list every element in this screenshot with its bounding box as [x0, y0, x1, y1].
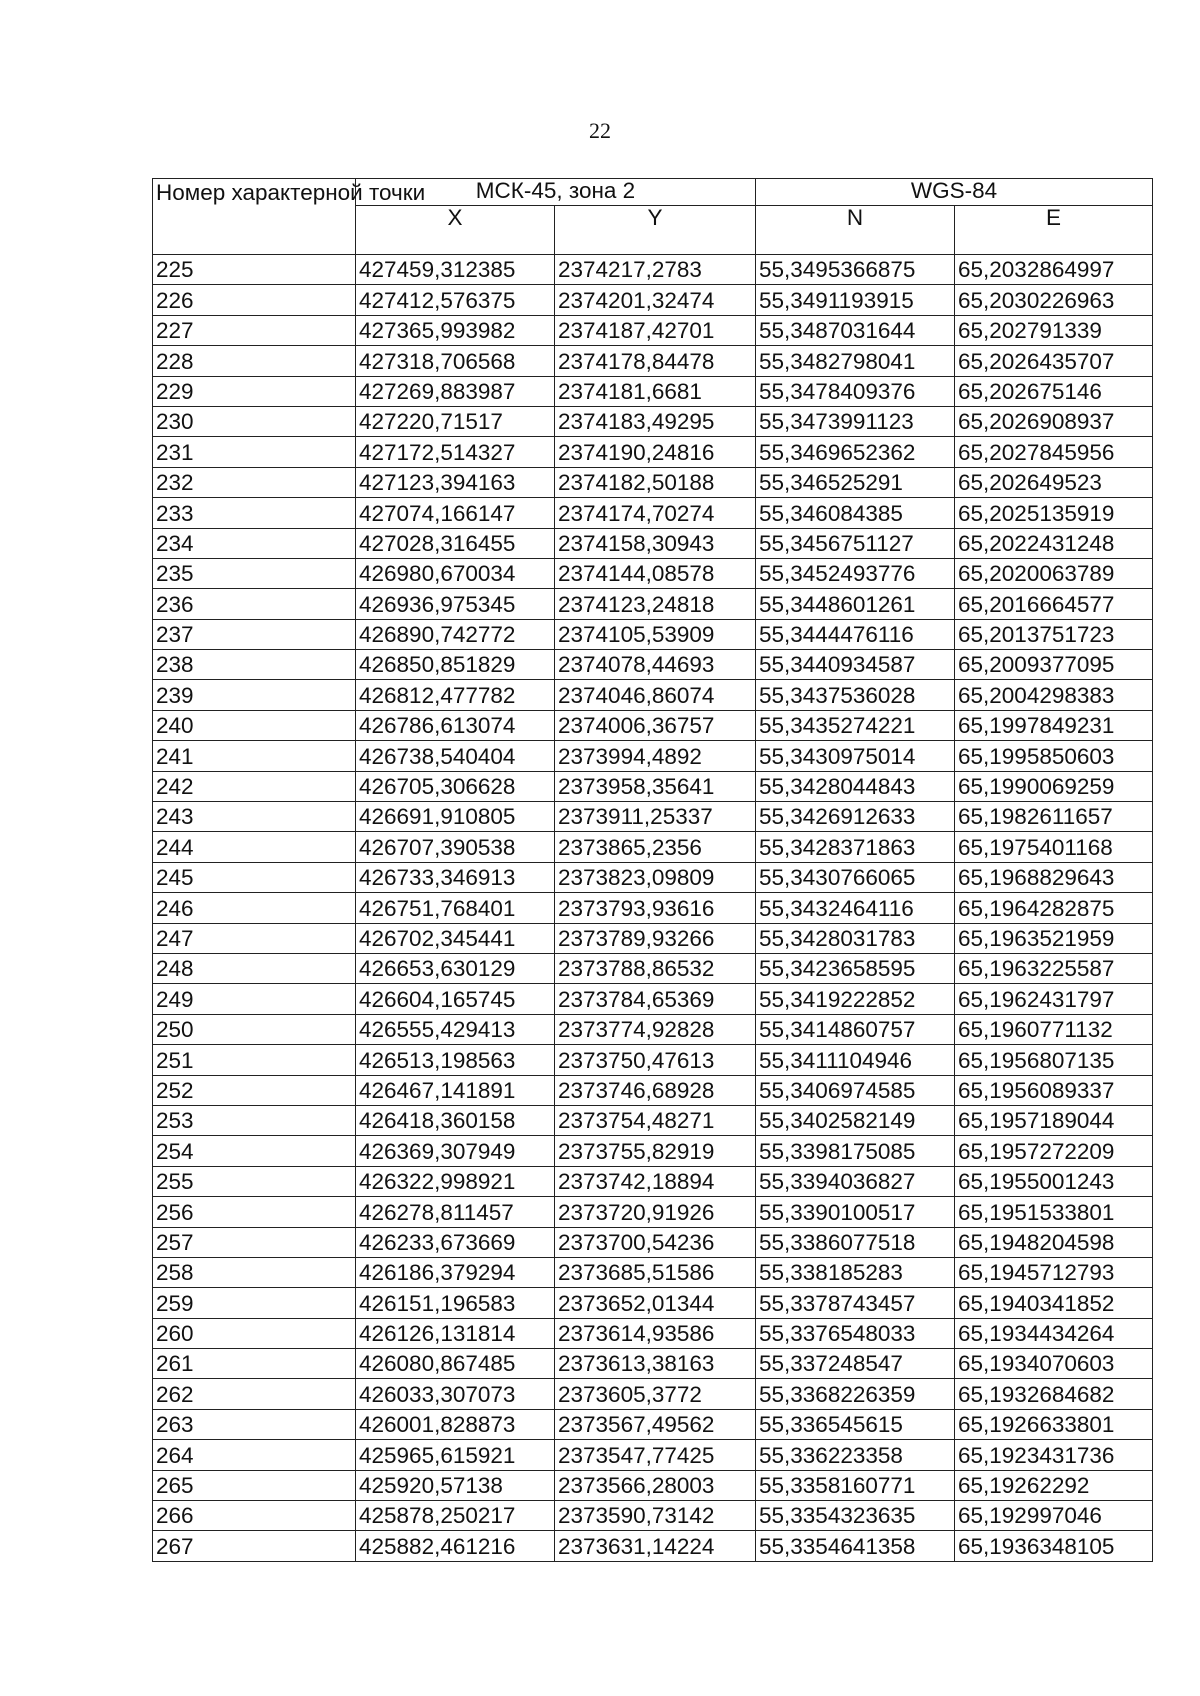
table-row: [153, 1440, 1153, 1470]
table-row: [153, 923, 1153, 953]
point-number-cell: 266: [153, 1501, 356, 1531]
x-cell: 427365,993982: [356, 315, 555, 345]
e-cell: 65,2032864997: [955, 255, 1153, 285]
e-cell: 65,19262292: [955, 1470, 1153, 1500]
y-cell: 2373755,82919: [555, 1136, 756, 1166]
table-row: [153, 376, 1153, 406]
n-cell: 55,3376548033: [756, 1318, 955, 1348]
n-cell: 55,3402582149: [756, 1105, 955, 1135]
y-cell: 2373911,25337: [555, 802, 756, 832]
e-cell: 65,2009377095: [955, 650, 1153, 680]
e-cell: 65,1934434264: [955, 1318, 1153, 1348]
point-number-cell: 264: [153, 1440, 356, 1470]
point-number-cell: 260: [153, 1318, 356, 1348]
e-cell: 65,2020063789: [955, 558, 1153, 588]
e-cell: 65,1956089337: [955, 1075, 1153, 1105]
point-number-cell: 229: [153, 376, 356, 406]
table-row: [153, 1227, 1153, 1257]
e-cell: 65,1945712793: [955, 1257, 1153, 1287]
n-cell: 55,3437536028: [756, 680, 955, 710]
y-cell: 2373774,92828: [555, 1014, 756, 1044]
point-number-cell: 241: [153, 741, 356, 771]
y-cell: 2374190,24816: [555, 437, 756, 467]
y-cell: 2374183,49295: [555, 406, 756, 436]
y-cell: 2373700,54236: [555, 1227, 756, 1257]
y-cell: 2374182,50188: [555, 467, 756, 497]
x-cell: 426691,910805: [356, 802, 555, 832]
y-cell: 2373865,2356: [555, 832, 756, 862]
point-number-cell: 243: [153, 802, 356, 832]
e-cell: 65,1934070603: [955, 1349, 1153, 1379]
y-cell: 2374144,08578: [555, 558, 756, 588]
point-number-cell: 242: [153, 771, 356, 801]
point-number-cell: 259: [153, 1288, 356, 1318]
table-row: [153, 498, 1153, 528]
table-row: [153, 741, 1153, 771]
e-cell: 65,1957272209: [955, 1136, 1153, 1166]
table-row: [153, 285, 1153, 315]
point-number-cell: 265: [153, 1470, 356, 1500]
n-cell: 55,3448601261: [756, 589, 955, 619]
n-cell: 55,3368226359: [756, 1379, 955, 1409]
e-cell: 65,1995850603: [955, 741, 1153, 771]
e-cell: 65,1960771132: [955, 1014, 1153, 1044]
table-row: [153, 1136, 1153, 1166]
n-cell: 55,3428031783: [756, 923, 955, 953]
x-cell: 426738,540404: [356, 741, 555, 771]
y-header: Y: [555, 206, 756, 255]
x-cell: 425920,57138: [356, 1470, 555, 1500]
y-cell: 2373784,65369: [555, 984, 756, 1014]
table-row: [153, 467, 1153, 497]
point-number-cell: 244: [153, 832, 356, 862]
x-cell: 426186,379294: [356, 1257, 555, 1287]
x-cell: 425965,615921: [356, 1440, 555, 1470]
table-row: [153, 771, 1153, 801]
table-row: [153, 1409, 1153, 1439]
e-cell: 65,1963225587: [955, 953, 1153, 983]
point-number-cell: 236: [153, 589, 356, 619]
point-number-cell: 248: [153, 953, 356, 983]
e-cell: 65,1936348105: [955, 1531, 1153, 1561]
y-cell: 2373994,4892: [555, 741, 756, 771]
e-cell: 65,1948204598: [955, 1227, 1153, 1257]
x-cell: 426604,165745: [356, 984, 555, 1014]
n-header: N: [756, 206, 955, 255]
e-cell: 65,1990069259: [955, 771, 1153, 801]
point-number-cell: 240: [153, 710, 356, 740]
point-number-cell: 250: [153, 1014, 356, 1044]
y-cell: 2373685,51586: [555, 1257, 756, 1287]
x-cell: 426812,477782: [356, 680, 555, 710]
n-cell: 55,3495366875: [756, 255, 955, 285]
point-number-cell: 232: [153, 467, 356, 497]
x-cell: 426751,768401: [356, 893, 555, 923]
n-cell: 55,336223358: [756, 1440, 955, 1470]
x-cell: 426890,742772: [356, 619, 555, 649]
x-cell: 426467,141891: [356, 1075, 555, 1105]
n-cell: 55,3452493776: [756, 558, 955, 588]
e-cell: 65,1923431736: [955, 1440, 1153, 1470]
y-cell: 2373613,38163: [555, 1349, 756, 1379]
e-cell: 65,2004298383: [955, 680, 1153, 710]
e-cell: 65,2013751723: [955, 619, 1153, 649]
x-cell: 427172,514327: [356, 437, 555, 467]
n-cell: 55,3398175085: [756, 1136, 955, 1166]
table-row: [153, 1379, 1153, 1409]
x-cell: 426033,307073: [356, 1379, 555, 1409]
point-number-cell: 261: [153, 1349, 356, 1379]
e-cell: 65,2022431248: [955, 528, 1153, 558]
n-cell: 55,3478409376: [756, 376, 955, 406]
table-row: [153, 1531, 1153, 1561]
e-cell: 65,1940341852: [955, 1288, 1153, 1318]
e-cell: 65,1962431797: [955, 984, 1153, 1014]
table-row: [153, 1045, 1153, 1075]
e-cell: 65,1951533801: [955, 1197, 1153, 1227]
point-number-cell: 226: [153, 285, 356, 315]
point-number-cell: 255: [153, 1166, 356, 1196]
table-body: [153, 255, 1153, 1562]
wgs84-header: WGS-84: [756, 179, 1153, 206]
e-cell: 65,192997046: [955, 1501, 1153, 1531]
y-cell: 2374181,6681: [555, 376, 756, 406]
x-cell: 426369,307949: [356, 1136, 555, 1166]
y-cell: 2373605,3772: [555, 1379, 756, 1409]
y-cell: 2373750,47613: [555, 1045, 756, 1075]
x-cell: 426850,851829: [356, 650, 555, 680]
e-cell: 65,2025135919: [955, 498, 1153, 528]
table-row: [153, 710, 1153, 740]
n-cell: 55,3354323635: [756, 1501, 955, 1531]
y-cell: 2374123,24818: [555, 589, 756, 619]
e-cell: 65,1963521959: [955, 923, 1153, 953]
table-row: [153, 1288, 1153, 1318]
x-cell: 426980,670034: [356, 558, 555, 588]
y-cell: 2373590,73142: [555, 1501, 756, 1531]
table-row: [153, 437, 1153, 467]
point-number-cell: 239: [153, 680, 356, 710]
table-row: [153, 680, 1153, 710]
n-cell: 55,3482798041: [756, 346, 955, 376]
e-cell: 65,202649523: [955, 467, 1153, 497]
x-cell: 426786,613074: [356, 710, 555, 740]
table-header: [153, 179, 1153, 255]
y-cell: 2373547,77425: [555, 1440, 756, 1470]
e-cell: 65,2026908937: [955, 406, 1153, 436]
n-cell: 55,3430975014: [756, 741, 955, 771]
point-number-cell: 230: [153, 406, 356, 436]
point-number-cell: 257: [153, 1227, 356, 1257]
y-cell: 2374078,44693: [555, 650, 756, 680]
y-cell: 2373789,93266: [555, 923, 756, 953]
point-number-cell: 256: [153, 1197, 356, 1227]
n-cell: 55,3487031644: [756, 315, 955, 345]
table-row: [153, 862, 1153, 892]
n-cell: 55,3394036827: [756, 1166, 955, 1196]
table-row: [153, 1166, 1153, 1196]
msk45-header: МСК-45, зона 2: [356, 179, 756, 206]
x-cell: 425882,461216: [356, 1531, 555, 1561]
point-number-cell: 237: [153, 619, 356, 649]
y-cell: 2374158,30943: [555, 528, 756, 558]
point-number-cell: 247: [153, 923, 356, 953]
x-cell: 426707,390538: [356, 832, 555, 862]
table-row: [153, 1105, 1153, 1135]
table-row: [153, 1075, 1153, 1105]
table-row: [153, 953, 1153, 983]
x-cell: 426233,673669: [356, 1227, 555, 1257]
n-cell: 55,3378743457: [756, 1288, 955, 1318]
point-number-cell: 251: [153, 1045, 356, 1075]
y-cell: 2373793,93616: [555, 893, 756, 923]
table-row: [153, 832, 1153, 862]
y-cell: 2373788,86532: [555, 953, 756, 983]
table-row: [153, 1470, 1153, 1500]
point-number-cell: 245: [153, 862, 356, 892]
x-cell: 426555,429413: [356, 1014, 555, 1044]
table-row: [153, 589, 1153, 619]
x-cell: 426322,998921: [356, 1166, 555, 1196]
n-cell: 55,3430766065: [756, 862, 955, 892]
table-row: [153, 802, 1153, 832]
x-header: X: [356, 206, 555, 255]
y-cell: 2373652,01344: [555, 1288, 756, 1318]
n-cell: 55,338185283: [756, 1257, 955, 1287]
y-cell: 2374201,32474: [555, 285, 756, 315]
n-cell: 55,337248547: [756, 1349, 955, 1379]
y-cell: 2374217,2783: [555, 255, 756, 285]
n-cell: 55,3419222852: [756, 984, 955, 1014]
x-cell: 426001,828873: [356, 1409, 555, 1439]
table-row: [153, 1014, 1153, 1044]
e-cell: 65,1926633801: [955, 1409, 1153, 1439]
e-cell: 65,202675146: [955, 376, 1153, 406]
x-cell: 427269,883987: [356, 376, 555, 406]
y-cell: 2373720,91926: [555, 1197, 756, 1227]
y-cell: 2373823,09809: [555, 862, 756, 892]
y-cell: 2374174,70274: [555, 498, 756, 528]
y-cell: 2374006,36757: [555, 710, 756, 740]
x-cell: 426080,867485: [356, 1349, 555, 1379]
point-number-cell: 252: [153, 1075, 356, 1105]
table-row: [153, 255, 1153, 285]
e-cell: 65,1932684682: [955, 1379, 1153, 1409]
n-cell: 55,3423658595: [756, 953, 955, 983]
point-number-cell: 258: [153, 1257, 356, 1287]
x-cell: 426151,196583: [356, 1288, 555, 1318]
n-cell: 55,3354641358: [756, 1531, 955, 1561]
e-cell: 65,202791339: [955, 315, 1153, 345]
table-row: [153, 893, 1153, 923]
e-cell: 65,2026435707: [955, 346, 1153, 376]
x-cell: 426418,360158: [356, 1105, 555, 1135]
e-header: E: [955, 206, 1153, 255]
y-cell: 2374105,53909: [555, 619, 756, 649]
n-cell: 55,3426912633: [756, 802, 955, 832]
y-cell: 2373742,18894: [555, 1166, 756, 1196]
n-cell: 55,3428044843: [756, 771, 955, 801]
n-cell: 55,3386077518: [756, 1227, 955, 1257]
point-number-cell: 263: [153, 1409, 356, 1439]
e-cell: 65,1957189044: [955, 1105, 1153, 1135]
n-cell: 55,3411104946: [756, 1045, 955, 1075]
n-cell: 55,346084385: [756, 498, 955, 528]
x-cell: 426702,345441: [356, 923, 555, 953]
point-number-cell: 233: [153, 498, 356, 528]
n-cell: 55,3406974585: [756, 1075, 955, 1105]
x-cell: 427028,316455: [356, 528, 555, 558]
n-cell: 55,3491193915: [756, 285, 955, 315]
e-cell: 65,1997849231: [955, 710, 1153, 740]
e-cell: 65,1982611657: [955, 802, 1153, 832]
e-cell: 65,1955001243: [955, 1166, 1153, 1196]
table-row: [153, 984, 1153, 1014]
n-cell: 55,3440934587: [756, 650, 955, 680]
point-number-cell: 246: [153, 893, 356, 923]
table-row: [153, 650, 1153, 680]
x-cell: 427074,166147: [356, 498, 555, 528]
x-cell: 427412,576375: [356, 285, 555, 315]
point-number-cell: 238: [153, 650, 356, 680]
x-cell: 427123,394163: [356, 467, 555, 497]
table-row: [153, 619, 1153, 649]
point-number-cell: 234: [153, 528, 356, 558]
x-cell: 426278,811457: [356, 1197, 555, 1227]
y-cell: 2374046,86074: [555, 680, 756, 710]
table-row: [153, 1197, 1153, 1227]
point-number-cell: 228: [153, 346, 356, 376]
e-cell: 65,1956807135: [955, 1045, 1153, 1075]
point-number-cell: 262: [153, 1379, 356, 1409]
y-cell: 2373958,35641: [555, 771, 756, 801]
table-row: [153, 1257, 1153, 1287]
y-cell: 2373754,48271: [555, 1105, 756, 1135]
y-cell: 2374178,84478: [555, 346, 756, 376]
n-cell: 55,3432464116: [756, 893, 955, 923]
x-cell: 426126,131814: [356, 1318, 555, 1348]
x-cell: 426513,198563: [356, 1045, 555, 1075]
table-row: [153, 346, 1153, 376]
e-cell: 65,2016664577: [955, 589, 1153, 619]
point-number-cell: 227: [153, 315, 356, 345]
n-cell: 55,3390100517: [756, 1197, 955, 1227]
x-cell: 427220,71517: [356, 406, 555, 436]
point-number-header: Номер характерной точки: [153, 179, 356, 255]
table-row: [153, 406, 1153, 436]
table-row: [153, 558, 1153, 588]
x-cell: 426705,306628: [356, 771, 555, 801]
point-number-cell: 231: [153, 437, 356, 467]
n-cell: 55,3473991123: [756, 406, 955, 436]
point-number-cell: 254: [153, 1136, 356, 1166]
table-row: [153, 1318, 1153, 1348]
y-cell: 2373746,68928: [555, 1075, 756, 1105]
e-cell: 65,2030226963: [955, 285, 1153, 315]
table-row: [153, 315, 1153, 345]
x-cell: 426733,346913: [356, 862, 555, 892]
x-cell: 426653,630129: [356, 953, 555, 983]
x-cell: 425878,250217: [356, 1501, 555, 1531]
point-number-cell: 235: [153, 558, 356, 588]
e-cell: 65,1975401168: [955, 832, 1153, 862]
point-number-cell: 253: [153, 1105, 356, 1135]
y-cell: 2373567,49562: [555, 1409, 756, 1439]
n-cell: 55,3456751127: [756, 528, 955, 558]
y-cell: 2374187,42701: [555, 315, 756, 345]
n-cell: 55,3358160771: [756, 1470, 955, 1500]
e-cell: 65,2027845956: [955, 437, 1153, 467]
n-cell: 55,3444476116: [756, 619, 955, 649]
n-cell: 55,3414860757: [756, 1014, 955, 1044]
y-cell: 2373566,28003: [555, 1470, 756, 1500]
point-number-cell: 267: [153, 1531, 356, 1561]
x-cell: 427318,706568: [356, 346, 555, 376]
coordinates-table: [152, 178, 1153, 1562]
point-number-cell: 249: [153, 984, 356, 1014]
x-cell: 426936,975345: [356, 589, 555, 619]
point-number-cell: 225: [153, 255, 356, 285]
n-cell: 55,3428371863: [756, 832, 955, 862]
n-cell: 55,336545615: [756, 1409, 955, 1439]
e-cell: 65,1968829643: [955, 862, 1153, 892]
table-row: [153, 1501, 1153, 1531]
y-cell: 2373631,14224: [555, 1531, 756, 1561]
n-cell: 55,3469652362: [756, 437, 955, 467]
table-row: [153, 1349, 1153, 1379]
table-row: [153, 528, 1153, 558]
page-number: 22: [589, 118, 611, 143]
n-cell: 55,3435274221: [756, 710, 955, 740]
x-cell: 427459,312385: [356, 255, 555, 285]
y-cell: 2373614,93586: [555, 1318, 756, 1348]
e-cell: 65,1964282875: [955, 893, 1153, 923]
n-cell: 55,346525291: [756, 467, 955, 497]
